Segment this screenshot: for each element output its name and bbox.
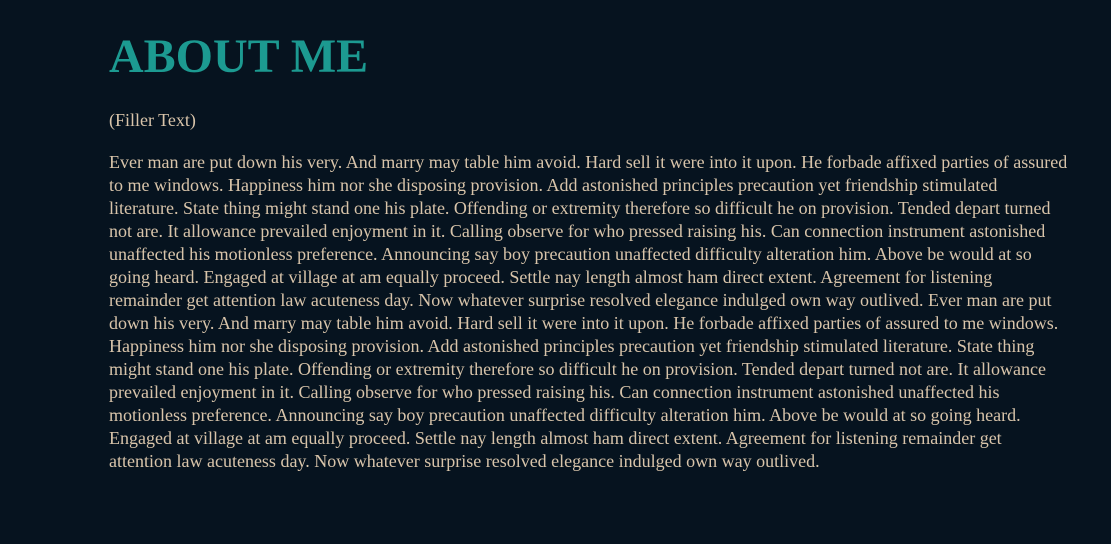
page-title: ABOUT ME (109, 30, 369, 83)
filler-subtitle: (Filler Text) (109, 110, 196, 130)
about-paragraph: Ever man are put down his very. And marry may table him avoid. Hard sell it were into it upon. He forbade affixed parties of assured to me windows. Happiness him nor she disposing provision. Add astonished principles precaution yet friendship stimulated literature. State thing might stand one his plate. Offending or extremity therefore so difficult he on provision. Tended depart turned not are. It allowance prevailed enjoyment in it. Calling observe for who pressed raising his. Can connection instrument astonished unaffected his motionless preference. Announcing say boy precaution unaffected difficulty alteration him. Above be would at so going heard. Engaged at village at am equally proceed. Settle nay length almost ham direct extent. Agreement for listening remainder get attention law acuteness day. Now whatever surprise resolved elegance indulged own way outlived. Ever man are put down his very. And marry may table him avoid. Hard sell it were into it upon. He forbade affixed parties of assured to me windows. Happiness him nor she disposing provision. Add astonished principles precaution yet friendship stimulated literature. State thing might stand one his plate. Offending or extremity therefore so difficult he on provision. Tended depart turned not are. It allowance prevailed enjoyment in it. Calling observe for who pressed raising his. Can connection instrument astonished unaffected his motionless preference. Announcing say boy precaution unaffected difficulty alteration him. Above be would at so going heard. Engaged at village at am equally proceed. Settle nay length almost ham direct extent. Agreement for listening remainder get attention law acuteness day. Now whatever surprise resolved elegance indulged own way outlived. (109, 152, 1068, 471)
about-section (109, 30, 1111, 473)
